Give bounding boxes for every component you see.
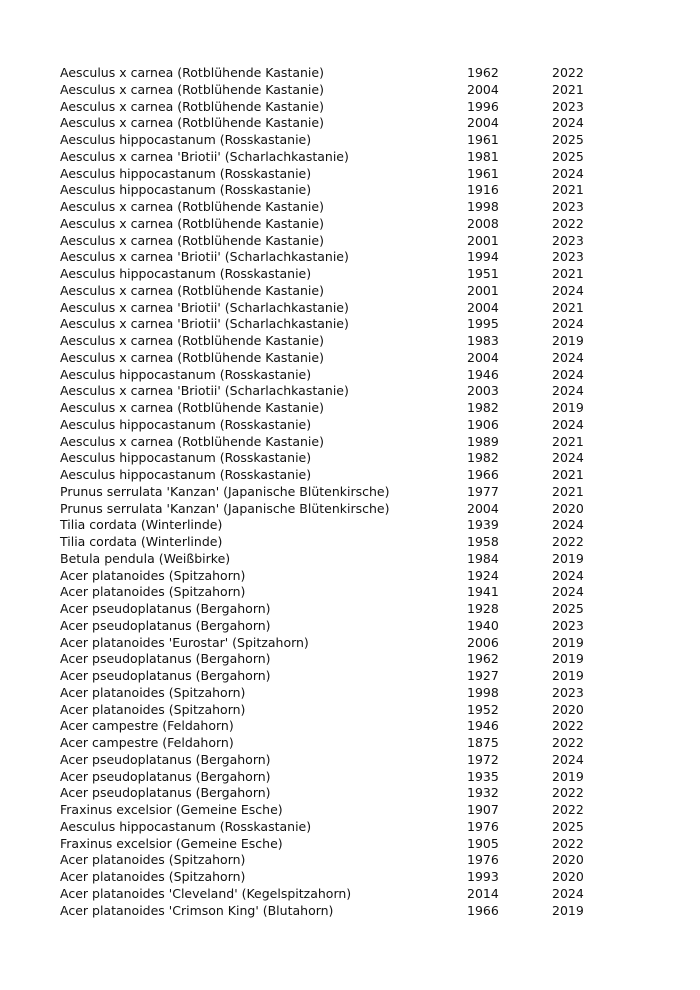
record-year-cell: 2022 [552, 534, 584, 549]
table-row [60, 216, 602, 233]
record-year-cell: 2019 [552, 768, 584, 784]
species-cell: Acer platanoides 'Crimson King' (Blutahorn) [60, 902, 334, 918]
table-row [60, 568, 602, 585]
record-year-cell: 2024 [552, 416, 584, 432]
table-row [60, 618, 602, 635]
species-cell: Aesculus x carnea (Rotblühende Kastanie) [60, 400, 324, 415]
table-row [60, 182, 602, 199]
record-year-cell: 2023 [552, 617, 584, 633]
record-year-cell: 2023 [552, 684, 584, 700]
table-row [60, 367, 602, 384]
record-year-cell: 2024 [552, 316, 584, 332]
table-row [60, 400, 602, 417]
record-year-cell: 2024 [552, 584, 584, 600]
species-cell: Betula pendula (Weißbirke) [60, 550, 231, 566]
record-year-cell: 2024 [552, 450, 584, 466]
planting-year-cell: 1972 [467, 751, 499, 767]
planting-year-cell: 1916 [467, 182, 499, 198]
species-cell: Aesculus x carnea 'Briotii' (Scharlachkastanie) [60, 299, 349, 315]
species-cell: Aesculus x carnea 'Briotii' (Scharlachkastanie) [60, 249, 349, 265]
planting-year-cell: 2006 [467, 634, 499, 650]
table-row [60, 233, 602, 250]
record-year-cell: 2025 [552, 818, 584, 834]
record-year-cell: 2021 [552, 483, 584, 499]
table-row [60, 82, 602, 99]
planting-year-cell: 2004 [467, 81, 499, 97]
species-cell: Acer pseudoplatanus (Bergahorn) [60, 651, 271, 667]
table-row [60, 769, 602, 786]
species-cell: Prunus serrulata 'Kanzan' (Japanische Blütenkirsche) [60, 483, 390, 499]
planting-year-cell: 2003 [467, 383, 499, 399]
species-cell: Acer platanoides (Spitzahorn) [60, 701, 246, 717]
record-year-cell: 2024 [552, 567, 584, 583]
planting-year-cell: 1981 [467, 148, 499, 164]
species-cell: Aesculus x carnea (Rotblühende Kastanie) [60, 232, 324, 248]
record-year-cell: 2019 [552, 550, 584, 566]
table-row [60, 685, 602, 702]
table-row [60, 99, 602, 116]
species-cell: Acer pseudoplatanus (Bergahorn) [60, 785, 271, 801]
record-year-cell: 2021 [552, 299, 584, 315]
table-row [60, 484, 602, 501]
planting-year-cell: 1984 [467, 550, 499, 566]
planting-year-cell: 1993 [467, 869, 499, 884]
table-row [60, 584, 602, 601]
planting-year-cell: 1962 [467, 65, 499, 80]
record-year-cell: 2024 [552, 165, 584, 181]
record-year-cell: 2022 [552, 735, 584, 750]
species-cell: Prunus serrulata 'Kanzan' (Japanische Blütenkirsche) [60, 500, 390, 516]
table-row [60, 249, 602, 266]
species-cell: Acer platanoides 'Cleveland' (Kegelspitzahorn) [60, 885, 352, 901]
table-row [60, 903, 602, 920]
table-row [60, 785, 602, 802]
species-cell: Acer campestre (Feldahorn) [60, 735, 234, 750]
species-cell: Acer pseudoplatanus (Bergahorn) [60, 751, 271, 767]
species-cell: Fraxinus excelsior (Gemeine Esche) [60, 802, 283, 817]
planting-year-cell: 1977 [467, 483, 499, 499]
table-row [60, 166, 602, 183]
species-cell: Acer pseudoplatanus (Bergahorn) [60, 668, 271, 683]
planting-year-cell: 1928 [467, 601, 499, 616]
species-cell: Acer campestre (Feldahorn) [60, 718, 234, 734]
tree-list-body [60, 65, 602, 919]
planting-year-cell: 1941 [467, 584, 499, 600]
planting-year-cell: 1932 [467, 785, 499, 801]
record-year-cell: 2022 [552, 718, 584, 734]
record-year-cell: 2020 [552, 701, 584, 717]
planting-year-cell: 1924 [467, 567, 499, 583]
record-year-cell: 2024 [552, 366, 584, 382]
record-year-cell: 2020 [552, 869, 584, 884]
species-cell: Acer platanoides (Spitzahorn) [60, 852, 246, 868]
table-row [60, 752, 602, 769]
species-cell: Aesculus x carnea (Rotblühende Kastanie) [60, 349, 324, 365]
record-year-cell: 2024 [552, 383, 584, 399]
planting-year-cell: 1976 [467, 852, 499, 868]
species-cell: Aesculus x carnea 'Briotii' (Scharlachkastanie) [60, 316, 349, 332]
species-cell: Aesculus x carnea (Rotblühende Kastanie) [60, 81, 324, 97]
species-cell: Acer pseudoplatanus (Bergahorn) [60, 768, 271, 784]
planting-year-cell: 1875 [467, 735, 499, 750]
record-year-cell: 2020 [552, 852, 584, 868]
species-cell: Acer platanoides (Spitzahorn) [60, 567, 246, 583]
species-cell: Aesculus x carnea (Rotblühende Kastanie) [60, 333, 324, 348]
record-year-cell: 2020 [552, 500, 584, 516]
planting-year-cell: 1982 [467, 450, 499, 466]
record-year-cell: 2025 [552, 148, 584, 164]
record-year-cell: 2019 [552, 651, 584, 667]
species-cell: Acer pseudoplatanus (Bergahorn) [60, 601, 271, 616]
record-year-cell: 2024 [552, 282, 584, 298]
species-cell: Acer platanoides 'Eurostar' (Spitzahorn) [60, 634, 309, 650]
planting-year-cell: 1976 [467, 818, 499, 834]
planting-year-cell: 1946 [467, 718, 499, 734]
record-year-cell: 2025 [552, 132, 584, 147]
record-year-cell: 2021 [552, 81, 584, 97]
table-row [60, 132, 602, 149]
planting-year-cell: 1983 [467, 333, 499, 348]
planting-year-cell: 1958 [467, 534, 499, 549]
species-cell: Fraxinus excelsior (Gemeine Esche) [60, 835, 283, 851]
record-year-cell: 2023 [552, 199, 584, 214]
record-year-cell: 2019 [552, 634, 584, 650]
record-year-cell: 2022 [552, 65, 584, 80]
species-cell: Acer platanoides (Spitzahorn) [60, 869, 246, 884]
planting-year-cell: 2004 [467, 115, 499, 131]
table-row [60, 852, 602, 869]
species-cell: Aesculus hippocastanum (Rosskastanie) [60, 467, 312, 482]
planting-year-cell: 1961 [467, 132, 499, 147]
species-cell: Aesculus hippocastanum (Rosskastanie) [60, 266, 312, 281]
table-row [60, 702, 602, 719]
table-row [60, 434, 602, 451]
record-year-cell: 2024 [552, 751, 584, 767]
planting-year-cell: 1994 [467, 249, 499, 265]
record-year-cell: 2024 [552, 885, 584, 901]
table-row [60, 886, 602, 903]
planting-year-cell: 1982 [467, 400, 499, 415]
planting-year-cell: 1907 [467, 802, 499, 817]
species-cell: Aesculus hippocastanum (Rosskastanie) [60, 416, 312, 432]
planting-year-cell: 1946 [467, 366, 499, 382]
planting-year-cell: 1940 [467, 617, 499, 633]
table-row [60, 65, 602, 82]
table-row [60, 551, 602, 568]
table-row [60, 735, 602, 752]
table-row [60, 819, 602, 836]
planting-year-cell: 1998 [467, 199, 499, 214]
species-cell: Aesculus x carnea (Rotblühende Kastanie) [60, 282, 324, 298]
planting-year-cell: 2014 [467, 885, 499, 901]
record-year-cell: 2019 [552, 668, 584, 683]
species-cell: Aesculus hippocastanum (Rosskastanie) [60, 366, 312, 382]
species-cell: Aesculus x carnea (Rotblühende Kastanie) [60, 115, 324, 131]
species-cell: Aesculus hippocastanum (Rosskastanie) [60, 182, 312, 198]
table-row [60, 802, 602, 819]
record-year-cell: 2019 [552, 333, 584, 348]
table-row [60, 869, 602, 886]
species-cell: Aesculus x carnea (Rotblühende Kastanie) [60, 65, 324, 80]
species-cell: Acer platanoides (Spitzahorn) [60, 584, 246, 600]
record-year-cell: 2022 [552, 835, 584, 851]
table-row [60, 417, 602, 434]
species-cell: Aesculus x carnea (Rotblühende Kastanie) [60, 98, 324, 114]
species-cell: Aesculus x carnea (Rotblühende Kastanie) [60, 215, 324, 231]
planting-year-cell: 1951 [467, 266, 499, 281]
record-year-cell: 2019 [552, 902, 584, 918]
table-row [60, 517, 602, 534]
species-cell: Aesculus x carnea (Rotblühende Kastanie) [60, 199, 324, 214]
record-year-cell: 2023 [552, 98, 584, 114]
table-row [60, 266, 602, 283]
tree-list-table [60, 65, 602, 919]
planting-year-cell: 2004 [467, 500, 499, 516]
record-year-cell: 2024 [552, 517, 584, 533]
table-row [60, 115, 602, 132]
record-year-cell: 2022 [552, 215, 584, 231]
planting-year-cell: 2001 [467, 232, 499, 248]
planting-year-cell: 2004 [467, 299, 499, 315]
species-cell: Tilia cordata (Winterlinde) [60, 517, 223, 533]
planting-year-cell: 1996 [467, 98, 499, 114]
planting-year-cell: 1962 [467, 651, 499, 667]
planting-year-cell: 1906 [467, 416, 499, 432]
record-year-cell: 2023 [552, 232, 584, 248]
record-year-cell: 2025 [552, 601, 584, 616]
record-year-cell: 2022 [552, 785, 584, 801]
table-row [60, 836, 602, 853]
planting-year-cell: 1935 [467, 768, 499, 784]
record-year-cell: 2022 [552, 802, 584, 817]
record-year-cell: 2021 [552, 182, 584, 198]
table-row [60, 283, 602, 300]
table-row [60, 501, 602, 518]
planting-year-cell: 1905 [467, 835, 499, 851]
planting-year-cell: 2004 [467, 349, 499, 365]
species-cell: Aesculus x carnea 'Briotii' (Scharlachkastanie) [60, 383, 349, 399]
species-cell: Aesculus hippocastanum (Rosskastanie) [60, 165, 312, 181]
record-year-cell: 2023 [552, 249, 584, 265]
planting-year-cell: 1966 [467, 467, 499, 482]
planting-year-cell: 1961 [467, 165, 499, 181]
table-row [60, 199, 602, 216]
table-row [60, 534, 602, 551]
table-row [60, 651, 602, 668]
record-year-cell: 2021 [552, 467, 584, 482]
species-cell: Aesculus x carnea 'Briotii' (Scharlachkastanie) [60, 148, 349, 164]
record-year-cell: 2019 [552, 400, 584, 415]
species-cell: Tilia cordata (Winterlinde) [60, 534, 223, 549]
table-row [60, 635, 602, 652]
planting-year-cell: 1995 [467, 316, 499, 332]
table-row [60, 668, 602, 685]
table-row [60, 718, 602, 735]
table-row [60, 316, 602, 333]
species-cell: Acer pseudoplatanus (Bergahorn) [60, 617, 271, 633]
table-row [60, 601, 602, 618]
planting-year-cell: 1952 [467, 701, 499, 717]
table-row [60, 300, 602, 317]
planting-year-cell: 1998 [467, 684, 499, 700]
table-row [60, 467, 602, 484]
record-year-cell: 2024 [552, 349, 584, 365]
planting-year-cell: 2001 [467, 282, 499, 298]
table-row [60, 383, 602, 400]
table-row [60, 350, 602, 367]
planting-year-cell: 2008 [467, 215, 499, 231]
planting-year-cell: 1939 [467, 517, 499, 533]
planting-year-cell: 1989 [467, 433, 499, 449]
planting-year-cell: 1927 [467, 668, 499, 683]
record-year-cell: 2024 [552, 115, 584, 131]
record-year-cell: 2021 [552, 433, 584, 449]
table-row [60, 333, 602, 350]
species-cell: Aesculus x carnea (Rotblühende Kastanie) [60, 433, 324, 449]
species-cell: Aesculus hippocastanum (Rosskastanie) [60, 132, 312, 147]
table-row [60, 450, 602, 467]
record-year-cell: 2021 [552, 266, 584, 281]
species-cell: Aesculus hippocastanum (Rosskastanie) [60, 818, 312, 834]
species-cell: Aesculus hippocastanum (Rosskastanie) [60, 450, 312, 466]
table-row [60, 149, 602, 166]
planting-year-cell: 1966 [467, 902, 499, 918]
species-cell: Acer platanoides (Spitzahorn) [60, 684, 246, 700]
